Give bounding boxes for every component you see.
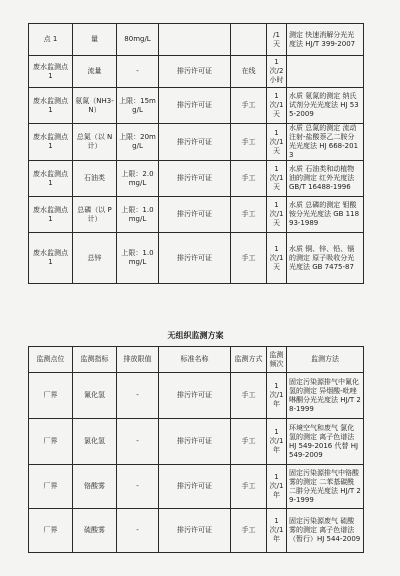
- cell-limit: -: [117, 56, 159, 88]
- cell-standard: 排污许可证: [159, 419, 231, 465]
- table-row: [29, 465, 364, 509]
- cell-mode: 在线: [231, 56, 267, 88]
- cell-indicator: 氰化氢: [73, 373, 117, 419]
- cell-standard: 排污许可证: [159, 88, 231, 124]
- cell-frequency: 1 次/1 年: [267, 419, 287, 465]
- wastewater-table-body: [29, 24, 364, 284]
- cell-point: 厂界: [29, 509, 73, 553]
- table-row: [29, 124, 364, 161]
- cell-frequency: 1 次/1 天: [267, 197, 287, 233]
- cell-point: 废水监测点 1: [29, 197, 73, 233]
- cell-mode: 手工: [231, 373, 267, 419]
- cell-limit: 上限：20mg/L: [117, 124, 159, 161]
- table-row: [29, 509, 364, 553]
- cell-method: 测定 快速消解分光光度法 HJ/T 399-2007: [287, 24, 364, 56]
- unorganized-table-body: [29, 373, 364, 553]
- cell-limit: 上限：1.0mg/L: [117, 233, 159, 284]
- cell-standard: 排污许可证: [159, 56, 231, 88]
- cell-limit: -: [117, 419, 159, 465]
- section-title: 无组织监测方案: [167, 331, 224, 340]
- cell-mode: 手工: [231, 509, 267, 553]
- cell-point: 废水监测点 1: [29, 88, 73, 124]
- cell-limit: 上限：1.0mg/L: [117, 197, 159, 233]
- cell-point: 废水监测点 1: [29, 233, 73, 284]
- cell-limit: -: [117, 465, 159, 509]
- column-header: 监测指标: [73, 347, 117, 373]
- cell-frequency: 1 次/2 小时: [267, 56, 287, 88]
- cell-indicator: 总磷（以 P 计）: [73, 197, 117, 233]
- cell-standard: 排污许可证: [159, 233, 231, 284]
- cell-standard: 排污许可证: [159, 197, 231, 233]
- cell-point: 点 1: [29, 24, 73, 56]
- cell-standard: 排污许可证: [159, 509, 231, 553]
- column-header: 排放限值: [117, 347, 159, 373]
- column-header: 标准名称: [159, 347, 231, 373]
- column-header: 监测频次: [267, 347, 287, 373]
- cell-point: 废水监测点 1: [29, 124, 73, 161]
- cell-method: 固定污染源排气中铬酸雾的测定 二苯基碳酰二肼分光光度法 HJ/T 29-1999: [287, 465, 364, 509]
- cell-indicator: 氯化氢: [73, 419, 117, 465]
- table-row: [29, 419, 364, 465]
- header-row: [29, 347, 364, 373]
- cell-frequency: 1 次/1 天: [267, 124, 287, 161]
- cell-frequency: 1 次/1 年: [267, 509, 287, 553]
- cell-mode: 手工: [231, 197, 267, 233]
- cell-indicator: 量: [73, 24, 117, 56]
- cell-standard: [159, 24, 231, 56]
- cell-mode: 手工: [231, 161, 267, 197]
- cell-point: 厂界: [29, 373, 73, 419]
- wastewater-monitoring-table: [28, 23, 364, 284]
- cell-mode: [231, 24, 267, 56]
- cell-frequency: 1 次/1 年: [267, 373, 287, 419]
- unorganized-table-header: [29, 347, 364, 373]
- cell-indicator: 硫酸雾: [73, 509, 117, 553]
- cell-method: 固定污染源排气中氰化氢的测定 异烟酸-吡唑啉酮分光光度法 HJ/T 28-1999: [287, 373, 364, 419]
- cell-limit: -: [117, 373, 159, 419]
- cell-mode: 手工: [231, 419, 267, 465]
- cell-method: 环境空气和废气 氯化氢的测定 离子色谱法 HJ 549-2016 代替 HJ 549-2009: [287, 419, 364, 465]
- cell-standard: 排污许可证: [159, 161, 231, 197]
- cell-point: 厂界: [29, 465, 73, 509]
- cell-indicator: 氨氮（NH3-N）: [73, 88, 117, 124]
- cell-method: [287, 56, 364, 88]
- cell-limit: 上限：2.0mg/L: [117, 161, 159, 197]
- cell-mode: 手工: [231, 124, 267, 161]
- cell-point: 厂界: [29, 419, 73, 465]
- cell-indicator: 铬酸雾: [73, 465, 117, 509]
- unorganized-monitoring-table: [28, 346, 364, 553]
- cell-mode: 手工: [231, 88, 267, 124]
- cell-method: 水质 总氮的测定 流动注射-盐酸萘乙二胺分光光度法 HJ 668-2013: [287, 124, 364, 161]
- cell-indicator: 总锌: [73, 233, 117, 284]
- cell-frequency: 1 次/1 年: [267, 465, 287, 509]
- cell-frequency: /1 天: [267, 24, 287, 56]
- cell-mode: 手工: [231, 233, 267, 284]
- table-row: [29, 56, 364, 88]
- cell-indicator: 流量: [73, 56, 117, 88]
- column-header: 监测方法: [287, 347, 364, 373]
- table-row: [29, 233, 364, 284]
- column-header: 监测点位: [29, 347, 73, 373]
- cell-method: 水质 石油类和动植物油的测定 红外光度法 GB/T 16488-1996: [287, 161, 364, 197]
- cell-indicator: 总氮（以 N 计）: [73, 124, 117, 161]
- table-row: [29, 197, 364, 233]
- cell-limit: 80mg/L: [117, 24, 159, 56]
- table-row: [29, 373, 364, 419]
- cell-frequency: 1 次/1 天: [267, 233, 287, 284]
- cell-method: 水质 总磷的测定 钼酸铵分光光度法 GB 11893-1989: [287, 197, 364, 233]
- cell-standard: 排污许可证: [159, 124, 231, 161]
- cell-mode: 手工: [231, 465, 267, 509]
- table-row: [29, 88, 364, 124]
- cell-limit: 上限：15mg/L: [117, 88, 159, 124]
- cell-indicator: 石油类: [73, 161, 117, 197]
- cell-limit: -: [117, 509, 159, 553]
- column-header: 监测方式: [231, 347, 267, 373]
- cell-standard: 排污许可证: [159, 465, 231, 509]
- cell-standard: 排污许可证: [159, 373, 231, 419]
- cell-frequency: 1 次/1 天: [267, 88, 287, 124]
- cell-method: 水质 氨氮的测定 纳氏试剂分光光度法 HJ 535-2009: [287, 88, 364, 124]
- cell-point: 废水监测点 1: [29, 56, 73, 88]
- table-row: [29, 161, 364, 197]
- cell-point: 废水监测点 1: [29, 161, 73, 197]
- table-row: [29, 24, 364, 56]
- cell-frequency: 1 次/1 天: [267, 161, 287, 197]
- cell-method: 水质 铜、锌、铅、镉的测定 原子吸收分光光度法 GB 7475-87: [287, 233, 364, 284]
- cell-method: 固定污染源废气 硫酸雾的测定 离子色谱法（暂行）HJ 544-2009: [287, 509, 364, 553]
